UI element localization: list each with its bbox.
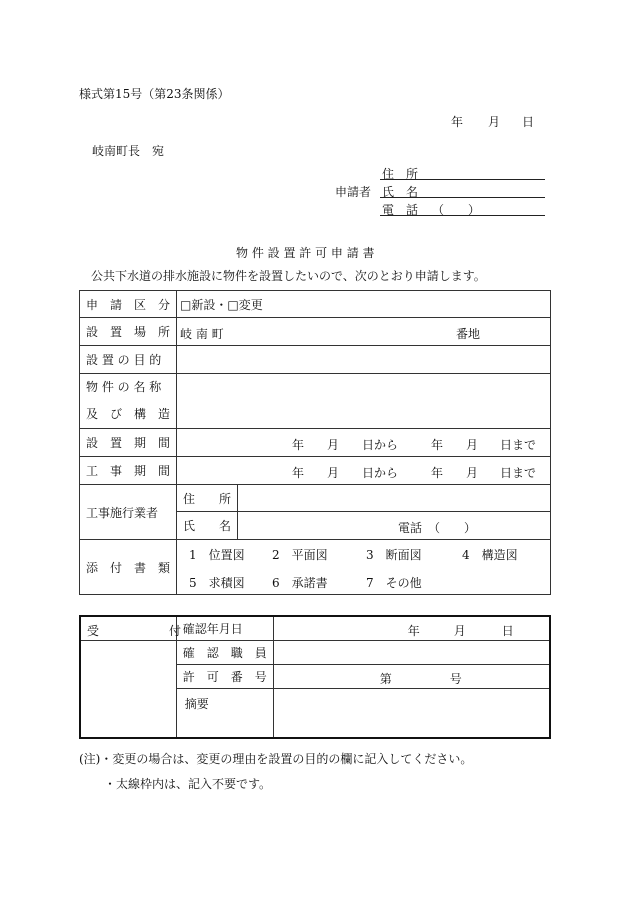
purpose-label: 設 置 の 目 的 bbox=[80, 346, 177, 374]
permit-number-field[interactable] bbox=[273, 664, 550, 688]
contractor-name-label: 氏 名 bbox=[177, 512, 238, 540]
applicant-name-label: 氏 名 bbox=[382, 185, 419, 199]
received-label-1: 受 bbox=[87, 624, 100, 638]
date-day: 日 bbox=[522, 115, 535, 129]
object-label bbox=[80, 374, 177, 429]
work-m1: 月 bbox=[327, 466, 340, 480]
date-year: 年 bbox=[451, 115, 464, 129]
work-period-label: 工 事 期 間 bbox=[80, 457, 177, 485]
install-y1: 年 bbox=[292, 438, 305, 452]
location-suffix: 番地 bbox=[456, 327, 481, 341]
contractor-address-label: 住 所 bbox=[177, 485, 238, 512]
contractor-name-field[interactable] bbox=[238, 512, 551, 540]
object-field[interactable] bbox=[177, 374, 551, 429]
contractor-phone: 電話 （ ） bbox=[398, 521, 477, 535]
note-2: ・太線枠内は、記入不要です。 bbox=[104, 777, 272, 791]
confirm-date-label: 確認年月日 bbox=[176, 616, 273, 640]
work-d2: 日まで bbox=[500, 466, 537, 480]
install-m1: 月 bbox=[327, 438, 340, 452]
confirm-staff-label: 確 認 職 員 bbox=[176, 640, 273, 664]
work-y2: 年 bbox=[431, 466, 444, 480]
confirm-staff-field[interactable] bbox=[273, 640, 550, 664]
note-1: (注)・変更の場合は、変更の理由を設置の目的の欄に記入してください。 bbox=[79, 752, 473, 766]
confirm-date-month: 月 bbox=[453, 624, 466, 638]
intro-text: 公共下水道の排水施設に物件を設置したいので、次のとおり申請します。 bbox=[91, 269, 486, 283]
category-label: 申 請 区 分 bbox=[80, 291, 177, 318]
attachment-4: 4 構造図 bbox=[462, 548, 518, 562]
remarks-label: 摘要 bbox=[176, 688, 273, 738]
work-y1: 年 bbox=[292, 466, 305, 480]
install-period-label: 設 置 期 間 bbox=[80, 429, 177, 457]
applicant-phone-parens: （ ） bbox=[432, 203, 481, 217]
install-y2: 年 bbox=[431, 438, 444, 452]
install-period-field[interactable] bbox=[177, 429, 551, 457]
permit-number-label: 許 可 番 号 bbox=[176, 664, 273, 688]
form-title: 物 件 設 置 許 可 申 請 書 bbox=[236, 246, 375, 260]
applicant-phone-label: 電 話 bbox=[382, 203, 419, 217]
confirm-date-field[interactable] bbox=[273, 616, 550, 640]
location-label: 設 置 場 所 bbox=[80, 318, 177, 346]
install-d2: 日まで bbox=[500, 438, 537, 452]
received-label-2: 付 bbox=[169, 624, 182, 638]
object-label-line2: 及 び 構 造 bbox=[86, 407, 171, 421]
confirm-date-year: 年 bbox=[407, 624, 420, 638]
applicant-phone-line[interactable] bbox=[380, 215, 545, 216]
attachment-7: 7 その他 bbox=[366, 576, 422, 590]
attachment-6: 6 承諾書 bbox=[272, 576, 328, 590]
remarks-field[interactable] bbox=[273, 688, 550, 738]
confirm-date-day: 日 bbox=[501, 624, 514, 638]
work-period-field[interactable] bbox=[177, 457, 551, 485]
date-month: 月 bbox=[488, 115, 501, 129]
category-value[interactable]: □新設・□変更 bbox=[177, 291, 551, 318]
application-table bbox=[79, 290, 551, 595]
work-d1: 日から bbox=[362, 466, 399, 480]
attachments-field[interactable] bbox=[177, 540, 551, 595]
attachment-1: 1 位置図 bbox=[189, 548, 245, 562]
contractor-label: 工事施行業者 bbox=[80, 485, 177, 540]
applicant-address-label: 住 所 bbox=[382, 167, 419, 181]
form-number: 様式第15号（第23条関係） bbox=[79, 87, 230, 101]
location-cell[interactable] bbox=[177, 318, 551, 346]
attachment-3: 3 断面図 bbox=[366, 548, 422, 562]
contractor-address-field[interactable] bbox=[238, 485, 551, 512]
office-use-table bbox=[79, 615, 551, 739]
install-d1: 日から bbox=[362, 438, 399, 452]
applicant-address-line[interactable] bbox=[380, 179, 545, 180]
applicant-name-line[interactable] bbox=[380, 197, 545, 198]
install-m2: 月 bbox=[466, 438, 479, 452]
attachment-5: 5 求積図 bbox=[189, 576, 245, 590]
received-label bbox=[80, 616, 182, 640]
addressee: 岐南町長 宛 bbox=[92, 144, 165, 158]
received-stamp-area bbox=[80, 640, 176, 738]
permit-number-suffix: 号 bbox=[449, 671, 462, 686]
object-label-line1: 物 件 の 名 称 bbox=[86, 380, 162, 394]
permit-number-prefix: 第 bbox=[379, 671, 392, 686]
attachment-2: 2 平面図 bbox=[272, 548, 328, 562]
attachments-label: 添 付 書 類 bbox=[80, 540, 177, 595]
work-m2: 月 bbox=[466, 466, 479, 480]
purpose-field[interactable] bbox=[177, 346, 551, 374]
location-town: 岐 南 町 bbox=[180, 327, 224, 341]
applicant-label: 申請者 bbox=[335, 185, 372, 199]
